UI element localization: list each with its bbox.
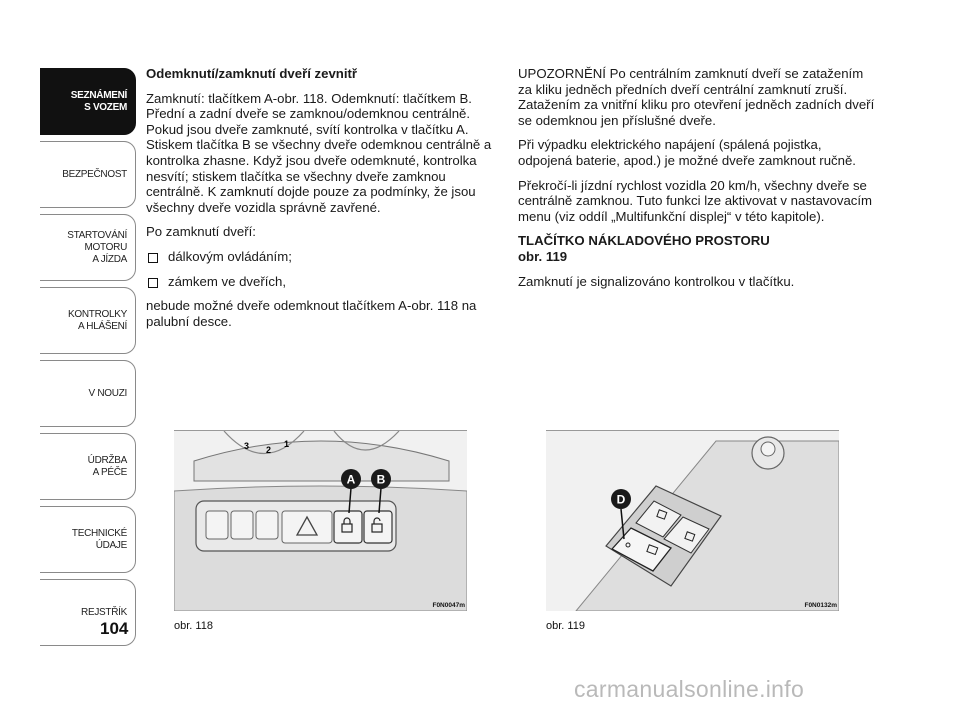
figure-119-cargo-button: [546, 430, 839, 611]
label-b: B: [376, 472, 386, 487]
tab-technicke-udaje[interactable]: [40, 506, 136, 573]
warning-paragraph: UPOZORNĚNÍ Po centrálním zamknutí dveří se zatažením za kliku jedněch předních dveří centrální zamknutí zruší. Zatažením za vnitřní kliku pro otevření jedněch zadních dveří se odemknou jen příslušné dveře.: [518, 66, 875, 128]
dial-digit: 1: [284, 439, 290, 449]
paragraph: Zamknutí je signalizováno kontrolkou v tlačítku.: [518, 273, 795, 289]
tab-bezpecnost[interactable]: [40, 141, 136, 208]
list-item: [146, 249, 494, 265]
tab-udrzba-a-pece[interactable]: [40, 433, 136, 500]
tab-label: BEZPEČNOST: [62, 168, 127, 180]
tab-label: TECHNICKÉ ÚDAJE: [71, 527, 127, 551]
dial-digit: 2: [266, 445, 272, 455]
paragraph: Po zamknutí dveří:: [146, 224, 256, 240]
paragraph: nebude možné dveře odemknout tlačítkem A-obr. 118 na palubní desce.: [146, 298, 477, 329]
tab-label: STARTOVÁNÍ MOTORU A JÍZDA: [67, 229, 127, 265]
dial-digit: 3: [244, 441, 250, 451]
tab-seznameni-s-vozem[interactable]: [40, 68, 136, 135]
paragraph: Zamknutí: tlačítkem A-obr. 118. Odemknutí: tlačítkem B. Přední a zadní dveře se zamknou/odemknou centrálně. Pokud jsou dveře zamknuté, svítí kontrolka v tlačítku A. Stiskem tlačítka B se všechny dveře odemknou centrálně a kontrolka zhasne. Když jsou dveře odemknuté, kontrolka nesvítí; stiskem tlačítka se všechny dveře zamknou centrálně. K zamknutí dojde pouze za podmínky, že jsou všechny dveře vozidla správně zavřené.: [146, 90, 492, 215]
tab-label: ÚDRŽBA A PÉČE: [87, 454, 127, 478]
figure-caption: obr. 119: [546, 620, 585, 632]
list-item: [146, 274, 494, 290]
chapter-tabs: [40, 68, 136, 652]
left-text-column: [146, 66, 494, 338]
label-d: D: [616, 492, 626, 507]
lock-button-a: [334, 511, 362, 543]
figure-118-dashboard-buttons: [174, 430, 467, 611]
unlock-button-b: [364, 511, 392, 543]
figure-caption: obr. 118: [174, 620, 213, 632]
list-item-text: dálkovým ovládáním;: [168, 248, 292, 264]
figure-code: F0N0047m: [432, 602, 465, 609]
checkbox-bullet-icon: [148, 278, 158, 288]
right-text-column: [518, 66, 878, 298]
label-a: A: [346, 472, 356, 487]
watermark: carmanualsonline.info: [574, 676, 805, 702]
page-number: 104: [100, 619, 129, 638]
tab-label: V NOUZI: [88, 387, 127, 399]
tab-v-nouzi[interactable]: [40, 360, 136, 427]
door-panel-illustration: [546, 431, 839, 611]
section-heading: [518, 233, 878, 264]
section-heading-figref: obr. 119: [518, 248, 568, 264]
paragraph: Při výpadku elektrického napájení (spálená pojistka, odpojená baterie, apod.) je možné dveře zamknout ručně.: [518, 137, 856, 168]
dashboard-illustration: [174, 431, 467, 611]
section-heading-text: TLAČÍTKO NÁKLADOVÉHO PROSTORU: [518, 233, 770, 249]
checkbox-bullet-icon: [148, 253, 158, 263]
figure-code: F0N0132m: [804, 602, 837, 609]
section-title: Odemknutí/zamknutí dveří zevnitř: [146, 66, 358, 81]
tab-startovani-motoru[interactable]: [40, 214, 136, 281]
tab-kontrolky-a-hlaseni[interactable]: [40, 287, 136, 354]
list-item-text: zámkem ve dveřích,: [168, 273, 286, 289]
tab-label: REJSTŘÍK: [81, 606, 127, 618]
tab-label: SEZNÁMENÍ S VOZEM: [70, 89, 127, 113]
paragraph: Překročí-li jízdní rychlost vozidla 20 km/h, všechny dveře se centrálně zamknou. Tuto funkci lze aktivovat v nastavovacím menu (viz oddíl „Multifunkční displej“ v této kapitole).: [518, 177, 873, 224]
tab-label: KONTROLKY A HLÁŠENÍ: [68, 308, 127, 332]
